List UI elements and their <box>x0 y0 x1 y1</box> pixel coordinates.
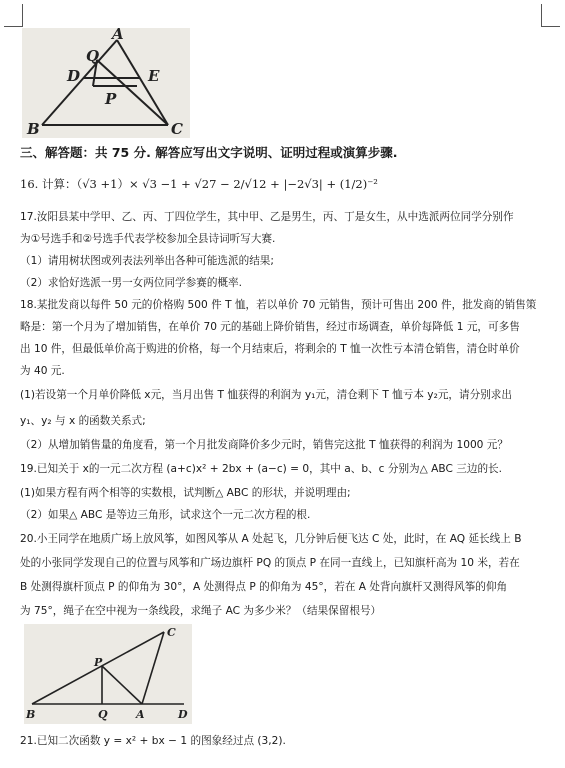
question-20-line-4: 为 75°，绳子在空中视为一条线段，求绳子 AC 为多少米？（结果保留根号） <box>20 605 382 617</box>
point-label-Q: Q <box>98 708 108 721</box>
question-19-line-3: （2）如果△ ABC 是等边三角形，试求这个一元二次方程的根. <box>20 509 311 521</box>
kite-figure <box>24 624 192 724</box>
section-heading: 三、解答题：共 75 分. 解答应写出文字说明、证明过程或演算步骤. <box>20 145 398 160</box>
question-17-line-3: （1）请用树状图或列表法列举出各种可能选派的结果; <box>20 255 274 267</box>
point-label-C: C <box>171 120 183 138</box>
question-18-line-4: 为 40 元. <box>20 365 65 377</box>
question-17-line-1: 17.汝阳县某中学甲、乙、丙、丁四位学生，其中甲、乙是男生，丙、丁是女生，从中选派两位同学分别作 <box>20 211 514 223</box>
question-20-line-2: 处的小张同学发现自己的位置与风筝和广场边旗杆 PQ 的顶点 P 在同一直线上，已知旗杆高为 10 米，若在 <box>20 557 520 569</box>
question-21: 21.已知二次函数 y = x² + bx − 1 的图象经过点 (3,2). <box>20 735 286 747</box>
question-19-line-2: (1)如果方程有两个相等的实数根，试判断△ ABC 的形状，并说明理由; <box>20 487 351 499</box>
question-18-line-6: y₁、y₂ 与 x 的函数关系式; <box>20 415 146 427</box>
point-label-D: D <box>67 67 81 85</box>
question-18-line-3: 出 10 件，但最低单价高于购进的价格，每一个月结束后，将剩余的 T 恤一次性亏本清仓销售，清仓时单价 <box>20 343 520 355</box>
point-label-D: D <box>178 708 188 721</box>
point-label-Q: Q <box>86 47 100 65</box>
question-20-line-1: 20.小王同学在地质广场上放风筝，如图风筝从 A 处起飞，几分钟后便飞达 C 处，此时，在 AQ 延长线上 B <box>20 533 522 545</box>
question-18-line-2: 略是：第一个月为了增加销售，在单价 70 元的基础上降价销售，经过市场调查，单价每降低 1 元，可多售 <box>20 321 520 333</box>
point-label-A: A <box>112 28 124 43</box>
question-19-line-1: 19.已知关于 x的一元二次方程 (a+c)x² + 2bx + (a−c) = 0，其中 a、b、c 分别为△ ABC 三边的长. <box>20 463 502 475</box>
question-18-line-5: (1)若设第一个月单价降低 x元，当月出售 T 恤获得的利润为 y₁元，清仓剩下 T 恤亏本 y₂元，请分别求出 <box>20 389 512 401</box>
question-20-line-3: B 处测得旗杆顶点 P 的仰角为 30°，A 处测得点 P 的仰角为 45°，若在 A 处背向旗杆又测得风筝的仰角 <box>20 581 508 593</box>
point-label-P: P <box>105 90 117 108</box>
question-18-line-7: （2）从增加销售量的角度看，第一个月批发商降价多少元时，销售完这批 T 恤获得的利润为 1000 元？ <box>20 439 508 451</box>
point-label-P: P <box>94 656 103 669</box>
question-17-line-4: （2）求恰好选派一男一女两位同学参赛的概率. <box>20 277 242 289</box>
crop-mark-left-v <box>22 4 23 26</box>
triangle-figure <box>22 28 190 138</box>
point-label-E: E <box>148 67 160 85</box>
point-label-B: B <box>26 708 36 721</box>
question-17-line-2: 为①号选手和②号选手代表学校参加全县诗词听写大赛. <box>20 233 276 245</box>
crop-mark-right-h <box>541 26 560 27</box>
point-label-C: C <box>167 626 176 639</box>
point-label-B: B <box>27 120 40 138</box>
crop-mark-left-h <box>4 26 23 27</box>
question-18-line-1: 18.某批发商以每件 50 元的价格购 500 件 T 恤，若以单价 70 元销售，预计可售出 200 件，批发商的销售策 <box>20 299 537 311</box>
point-label-A: A <box>136 708 145 721</box>
crop-mark-right-v <box>541 4 542 26</box>
question-16: 16. 计算：（√3 +1）× √3 −1 + √27 − 2/√12 + |−2√3| + (1/2)⁻² <box>20 177 378 191</box>
